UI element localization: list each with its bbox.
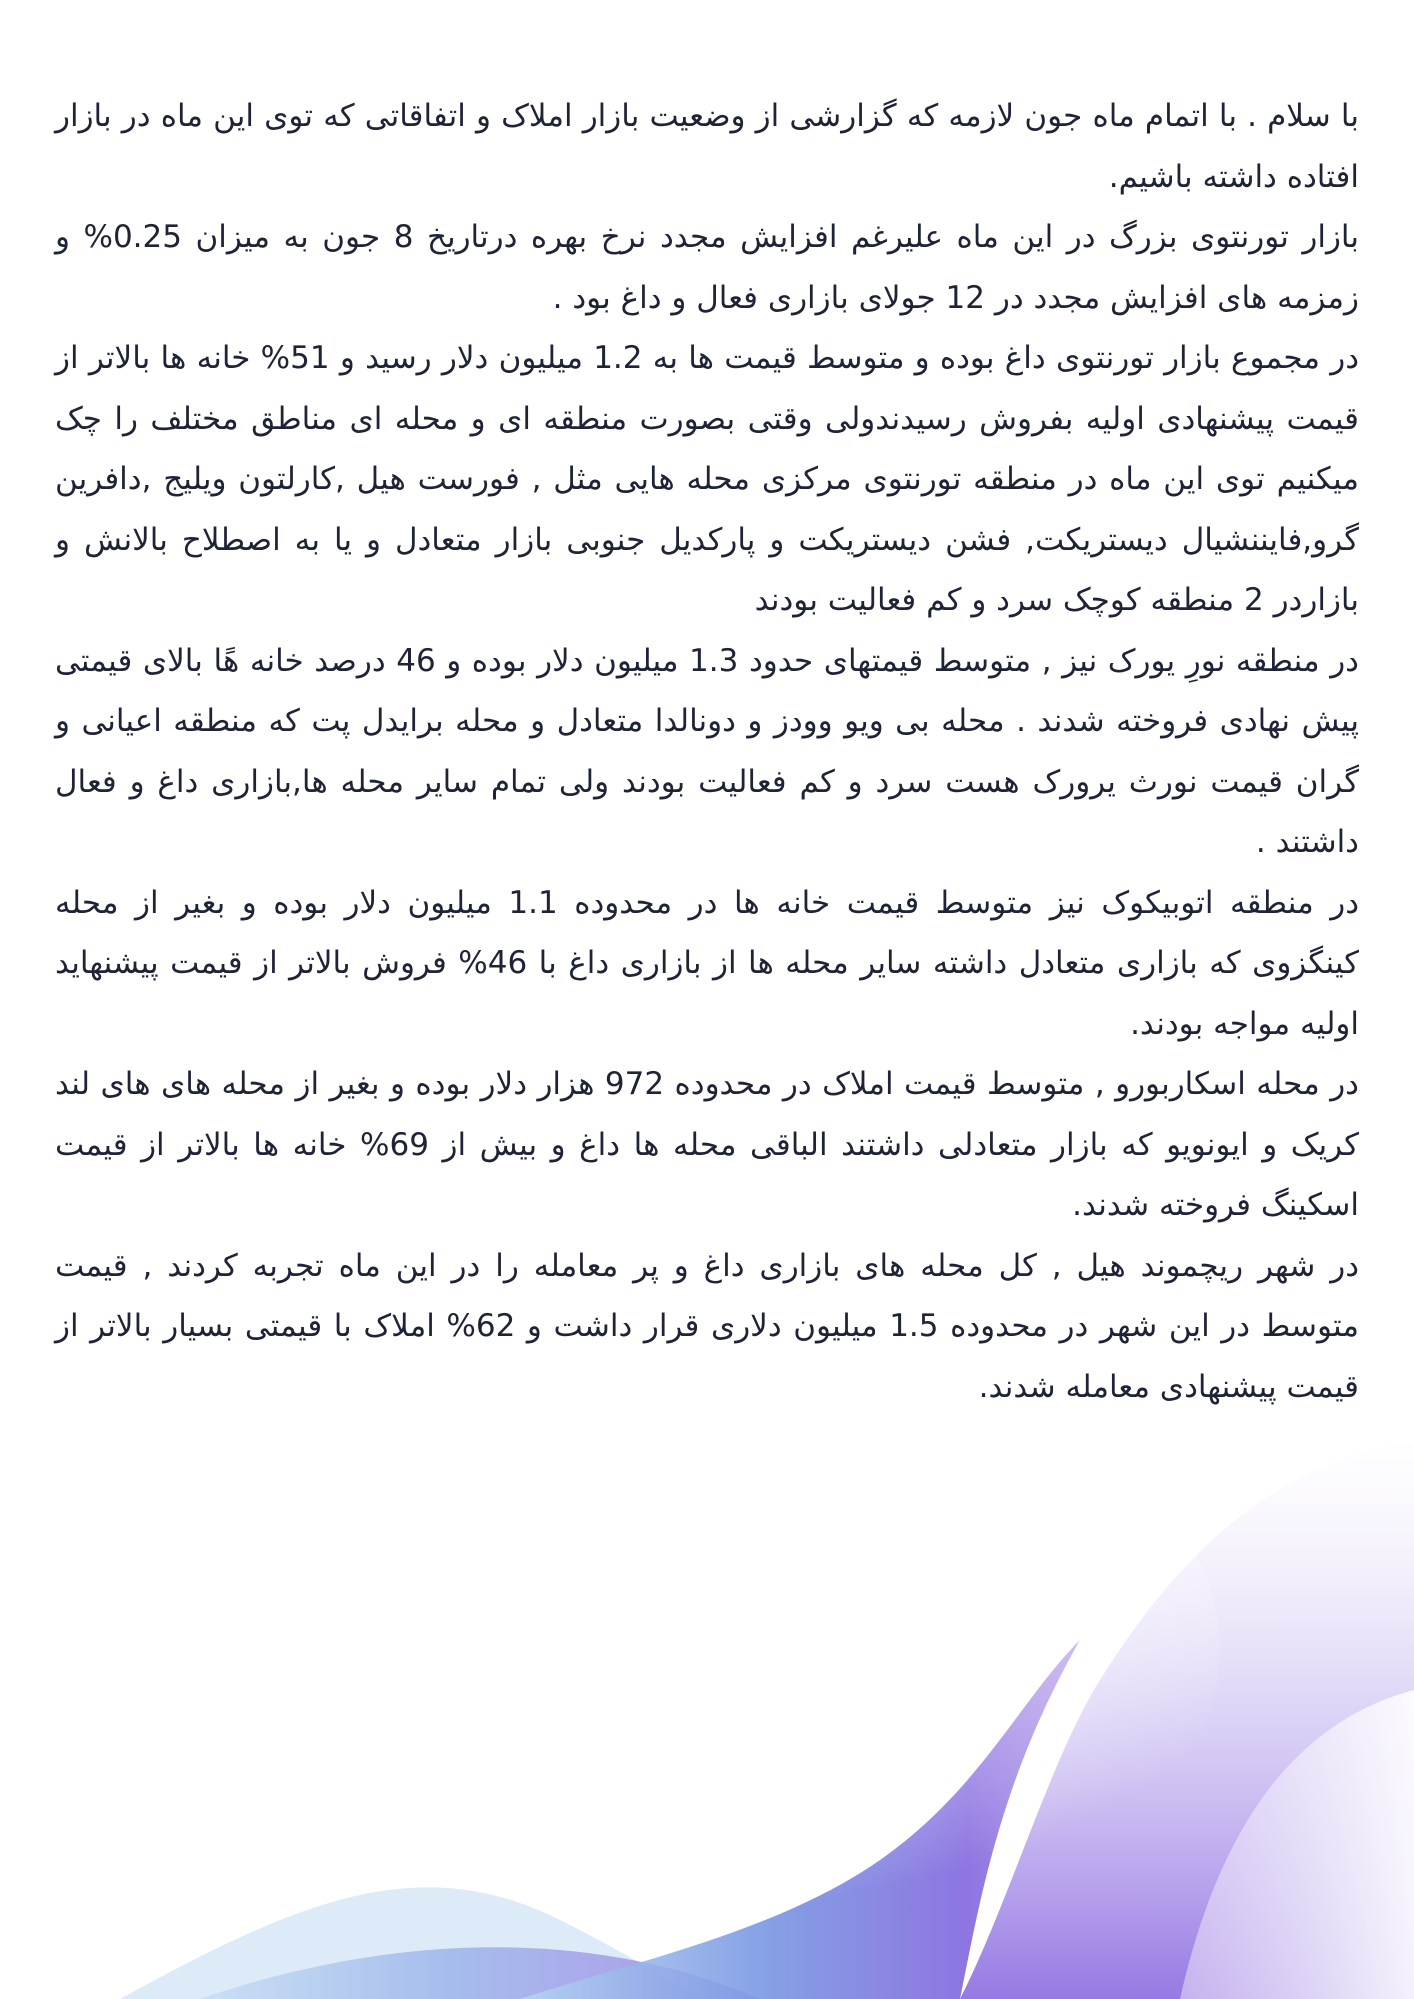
paragraph-north-york: در منطقه نورِ یورک نیز , متوسط قیمتهای حدود 1.3 میلیون دلار بوده و 46 درصد خانه هًا بالای قیمتی پیش نهادی فروخته شدند . محله بی ویو وودز و دونالدا متعادل و محله برایدل پت که منطقه اعیانی و گران قیمت نورث یرورک هست سرد و کم فعالیت بودند ولی تمام سایر محله ها,بازاری داغ و فعال داشتند .: [55, 642, 1359, 860]
paragraph-intro: با سلام . با اتمام ماه جون لازمه که گزارشی از وضعیت بازار املاک و اتفاقاتی که توی این ماه در بازار افتاده داشته باشیم.: [55, 98, 1359, 195]
paragraph-etobicoke: در منطقه اتوبیکوک نیز متوسط قیمت خانه ها در محدوده 1.1 میلیون دلار بوده و بغیر از محله کینگزوی که بازاری متعادل داشته سایر محله ها از بازاری داغ با 46% فروش بالاتر از قیمت پیشنهاید اولیه مواجه بودند.: [55, 884, 1359, 1042]
paragraph-scarborough: در محله اسکاربورو , متوسط قیمت املاک در محدوده 972 هزار دلار بوده و بغیر از محله های های لند کریک و ایونویو که بازار متعادلی داشتند الباقی محله ها داغ و بیش از 69% خانه ها بالاتر از قیمت اسکینگ فروخته شدند.: [55, 1066, 1359, 1223]
report-document: [55, 86, 1359, 1417]
paragraph-richmond-hill: در شهر ریچموند هیل , کل محله های بازاری داغ و پر معامله را در این ماه تجربه کردند , قیمت متوسط در این شهر در محدوده 1.5 میلیون دلاری قرار داشت و 62% املاک با قیمتی بسیار بالاتر از قیمت پیشنهادی معامله شدند.: [55, 1247, 1359, 1405]
white-glow: [180, 1330, 1220, 1970]
paragraph-central-toronto: در مجموع بازار تورنتوی داغ بوده و متوسط قیمت ها به 1.2 میلیون دلار رسید و 51% خانه ها بالاتر از قیمت پیشنهادی اولیه بفروش رسیدندولی وقتی بصورت منطقه ای و محله ای مناطق مختلف را چک میکنیم توی این ماه در منطقه تورنتوی مرکزی محله هایی مثل , فورست هیل ,کارلتون ویلیج ,دافرین گرو,فایننشیال دیستریکت, فشن دیستریکت و پارکدیل جنوبی بازار متعادل و یا به اصطلاح بالانش و بازاردر 2 منطقه کوچک سرد و کم فعالیت بودند: [55, 340, 1360, 618]
paragraph-greater-toronto: بازار تورنتوی بزرگ در این ماه علیرغم افزایش مجدد نرخ بهره درتاریخ 8 جون به میزان 0.25% و زمزمه های افزایش مجدد در 12 جولای بازاری فعال و داغ بود .: [55, 219, 1359, 316]
